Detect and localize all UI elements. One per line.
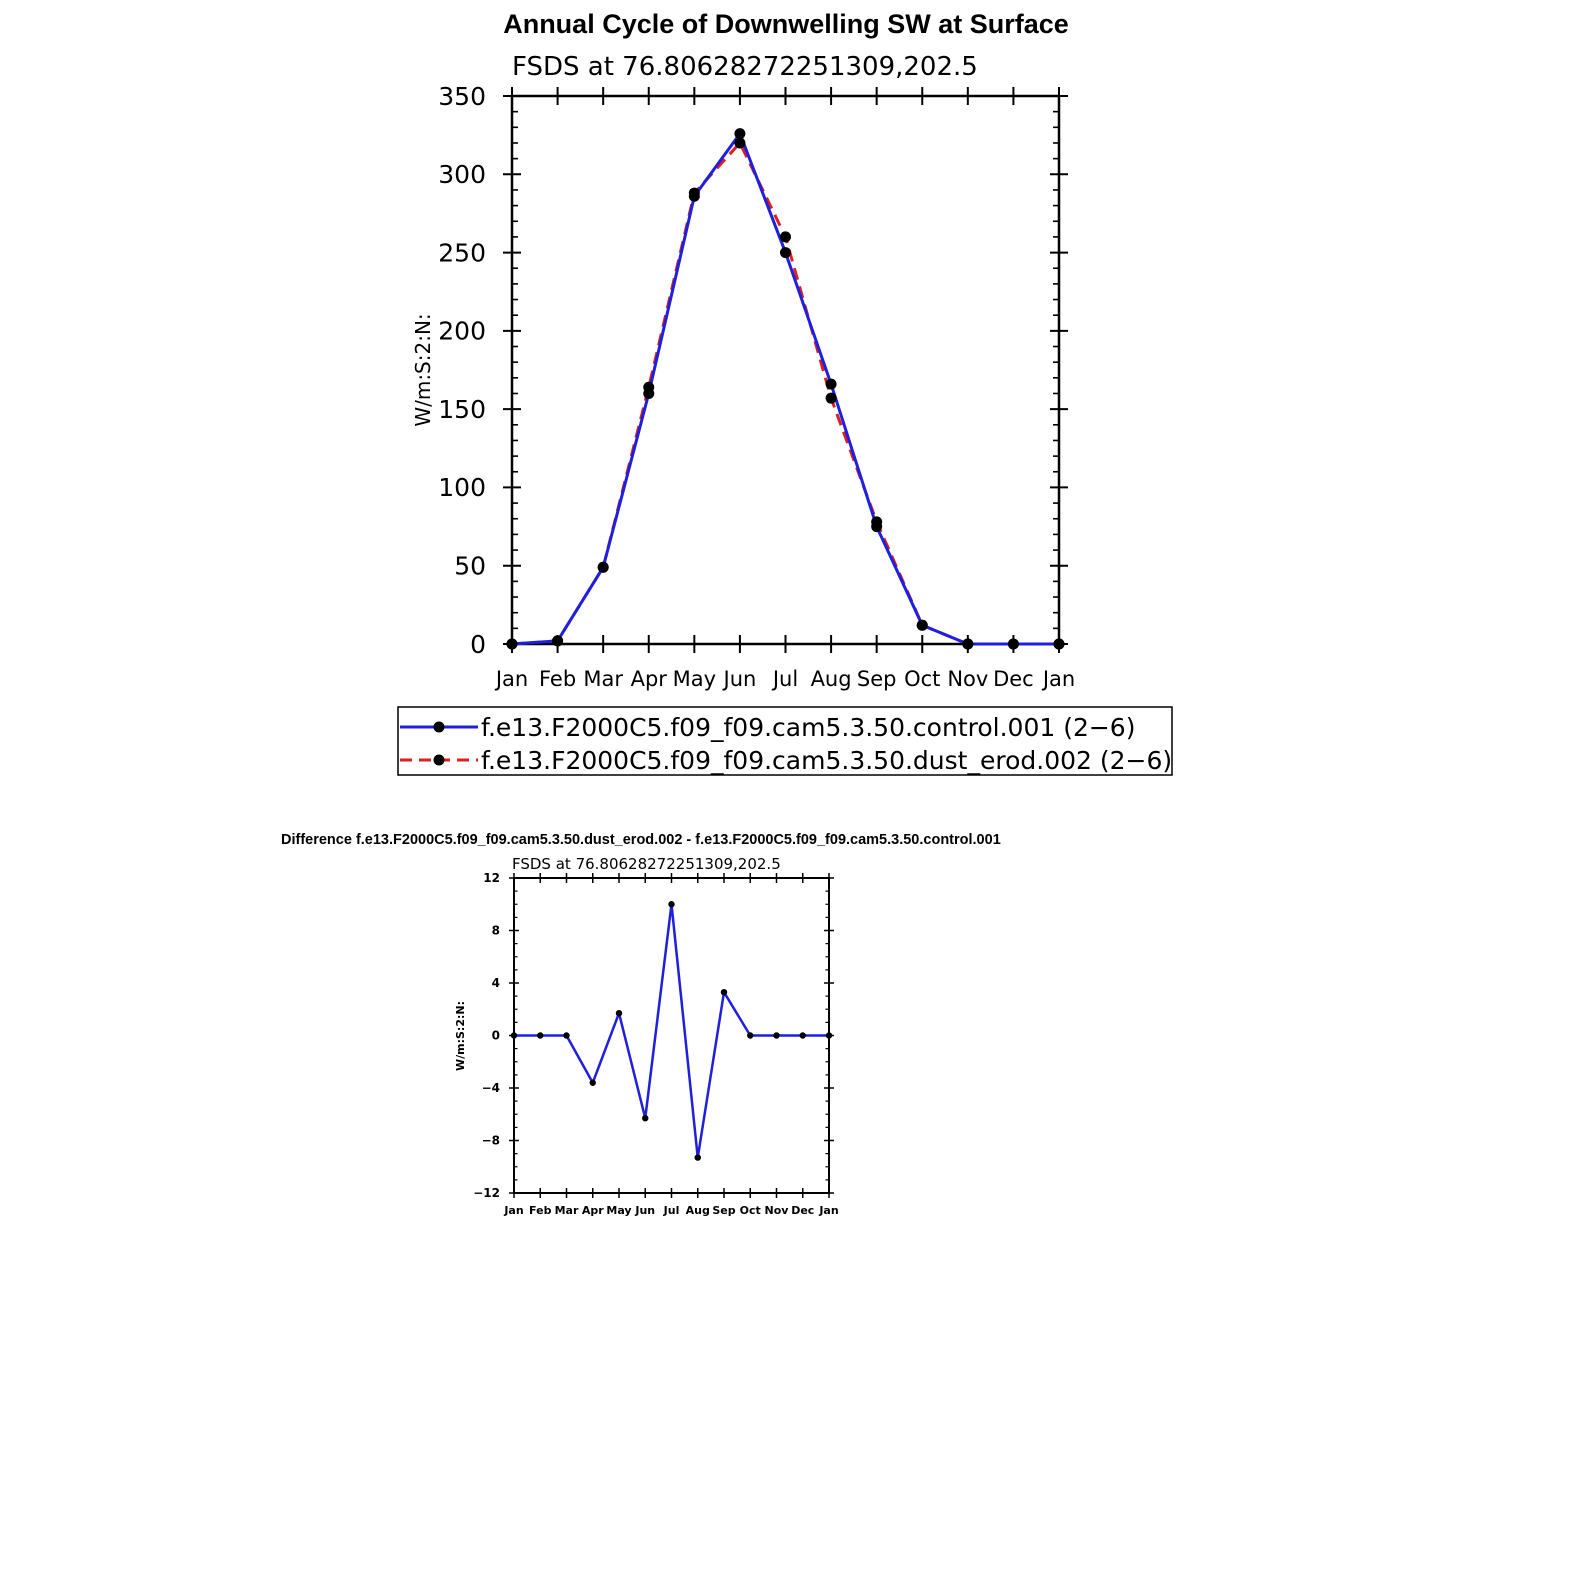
series-line-0 (514, 904, 829, 1157)
y-tick-label: 350 (438, 81, 486, 111)
data-point (962, 639, 973, 650)
data-point (563, 1032, 569, 1038)
legend-entry-control (400, 713, 1135, 742)
x-tick-label: Apr (630, 667, 667, 691)
y-tick-label: −4 (481, 1081, 500, 1096)
data-point (721, 989, 727, 995)
series-line-0 (512, 134, 1059, 644)
legend-marker-control (434, 722, 445, 733)
x-tick-label: Jul (772, 667, 799, 691)
x-tick-label: Jan (1042, 667, 1076, 691)
data-point (642, 1115, 648, 1121)
x-tick-label: Aug (810, 667, 852, 691)
x-tick-label: Oct (739, 1204, 761, 1217)
x-tick-label: Sep (856, 667, 897, 691)
data-point (780, 231, 791, 242)
data-point (773, 1032, 779, 1038)
data-point (507, 639, 518, 650)
y-tick-label: 0 (491, 1028, 500, 1043)
data-point (800, 1032, 806, 1038)
chart2-title: Difference f.e13.F2000C5.f09_f09.cam5.3.50.dust_erod.002 - f.e13.F2000C5.f09_f09.cam5.3.50.control.001 (281, 832, 1001, 848)
legend-marker-dust-erod (434, 755, 445, 766)
x-tick-label: Dec (993, 667, 1034, 691)
legend-label-control: f.e13.F2000C5.f09_f09.cam5.3.50.control.001 (2−6) (481, 713, 1136, 742)
y-tick-label: 4 (491, 976, 500, 991)
x-tick-label: Mar (583, 667, 623, 691)
chart1-legend (398, 707, 1172, 775)
data-point (734, 128, 745, 139)
x-tick-label: Sep (712, 1204, 736, 1217)
y-tick-label: 0 (470, 629, 486, 659)
x-tick-label: Jun (635, 1204, 656, 1217)
chart2-axes (473, 871, 838, 1217)
data-point (643, 382, 654, 393)
legend-label-dust-erod: f.e13.F2000C5.f09_f09.cam5.3.50.dust_erod.002 (2−6) (481, 746, 1173, 775)
x-tick-label: Dec (791, 1204, 815, 1217)
y-tick-label: 250 (438, 238, 486, 268)
annual-cycle-chart (398, 9, 1172, 775)
chart2-series-layer (511, 901, 832, 1161)
x-tick-label: Apr (581, 1204, 604, 1217)
y-tick-label: 100 (438, 473, 486, 503)
data-point (917, 620, 928, 631)
chart2-ylabel: W/m:S:2:N: (454, 1001, 467, 1071)
data-point (1008, 639, 1019, 650)
y-tick-label: −12 (473, 1186, 500, 1201)
data-point (590, 1080, 596, 1086)
y-tick-label: 8 (491, 923, 500, 938)
data-point (689, 188, 700, 199)
data-point (747, 1032, 753, 1038)
chart1-subtitle: FSDS at 76.80628272251309,202.5 (512, 52, 978, 82)
data-point (826, 393, 837, 404)
data-point (1054, 639, 1065, 650)
data-point (734, 137, 745, 148)
x-tick-label: Feb (529, 1204, 552, 1217)
series-line-1 (512, 143, 1059, 644)
data-point (826, 1032, 832, 1038)
x-tick-label: May (672, 667, 717, 691)
y-tick-label: 150 (438, 394, 486, 424)
chart2-subtitle: FSDS at 76.80628272251309,202.5 (512, 855, 781, 873)
x-tick-label: Oct (904, 667, 941, 691)
data-point (668, 901, 674, 907)
data-point (552, 635, 563, 646)
x-tick-label: Jun (723, 667, 757, 691)
chart1-frame (512, 96, 1059, 644)
difference-chart (281, 832, 1001, 1217)
data-point (511, 1032, 517, 1038)
data-point (598, 562, 609, 573)
x-tick-label: Jan (504, 1204, 524, 1217)
x-tick-label: Jan (495, 667, 529, 691)
y-tick-label: 300 (438, 160, 486, 190)
x-tick-label: Aug (685, 1204, 710, 1217)
data-point (695, 1154, 701, 1160)
data-point (826, 379, 837, 390)
x-tick-label: Feb (538, 667, 577, 691)
chart1-title: Annual Cycle of Downwelling SW at Surface (503, 9, 1069, 39)
legend-entry-dust-erod (400, 746, 1172, 775)
x-tick-label: Nov (764, 1204, 789, 1217)
x-tick-label: May (606, 1204, 632, 1217)
y-tick-label: 50 (454, 551, 486, 581)
x-tick-label: Nov (947, 667, 989, 691)
chart1-ylabel: W/m:S:2:N: (411, 313, 435, 427)
y-tick-label: 12 (483, 871, 500, 886)
data-point (616, 1010, 622, 1016)
chart1-axes (438, 82, 1075, 691)
x-tick-label: Jan (819, 1204, 839, 1217)
data-point (537, 1032, 543, 1038)
data-point (780, 247, 791, 258)
data-point (871, 516, 882, 527)
chart1-series-layer (507, 128, 1065, 649)
y-tick-label: −8 (481, 1133, 500, 1148)
x-tick-label: Mar (554, 1204, 579, 1217)
x-tick-label: Jul (663, 1204, 680, 1217)
y-tick-label: 200 (438, 316, 486, 346)
